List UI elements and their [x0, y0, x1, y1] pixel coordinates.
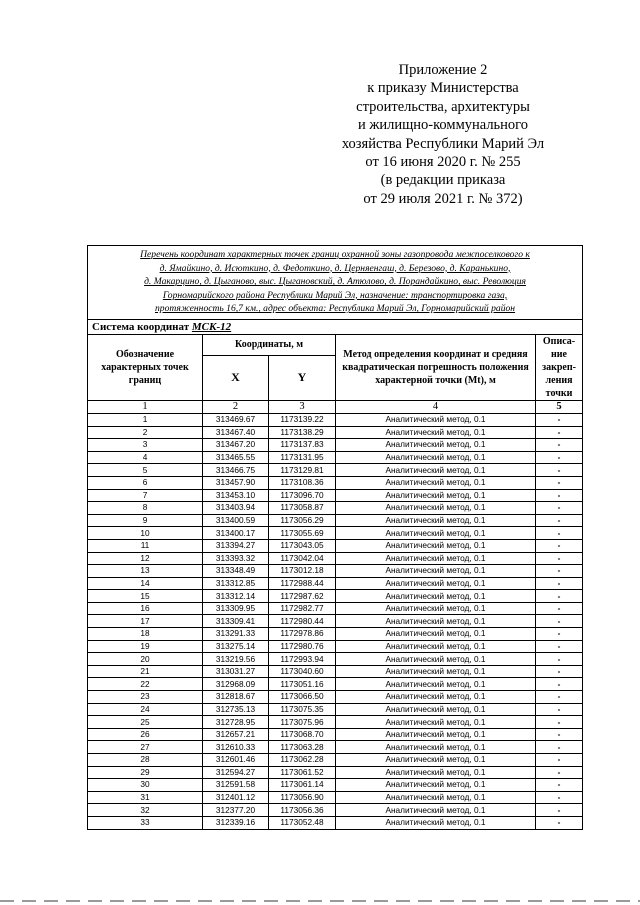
cell-point-number: 12 — [88, 552, 203, 565]
cell-coord-x: 312735.13 — [203, 703, 269, 716]
header-description: Описа-ние закреп-ления точки — [536, 334, 583, 400]
cell-point-number: 11 — [88, 539, 203, 552]
cell-coord-y: 1173066.50 — [269, 691, 336, 704]
cell-point-number: 1 — [88, 413, 203, 426]
table-title-line: Горномарийского района Республики Марий Эл, назначение: транспортировка газа, — [162, 289, 508, 301]
table-title-line: д. Макарцино, д. Цыганово, выс. Цыгановский, д. Атюлово, д. Порандайкино, выс. Революция — [144, 276, 526, 288]
coordinate-system — [88, 319, 583, 334]
cell-description: - — [536, 754, 583, 767]
table-row — [88, 703, 583, 716]
coordinate-system-row — [88, 319, 583, 334]
cell-coord-y: 1173096.70 — [269, 489, 336, 502]
cell-point-number: 15 — [88, 590, 203, 603]
cell-coord-y: 1173056.29 — [269, 514, 336, 527]
cell-point-number: 24 — [88, 703, 203, 716]
table-row — [88, 464, 583, 477]
cell-coord-x: 312339.16 — [203, 816, 269, 829]
cell-method: Аналитический метод, 0.1 — [336, 539, 536, 552]
cell-coord-y: 1172980.76 — [269, 640, 336, 653]
header-point: Обозначение характерных точек границ — [88, 334, 203, 400]
cell-method: Аналитический метод, 0.1 — [336, 489, 536, 502]
cell-method: Аналитический метод, 0.1 — [336, 691, 536, 704]
cell-method: Аналитический метод, 0.1 — [336, 439, 536, 452]
table-row — [88, 628, 583, 641]
table-row — [88, 565, 583, 578]
cell-coord-y: 1173139.22 — [269, 413, 336, 426]
table-row — [88, 514, 583, 527]
cell-description: - — [536, 565, 583, 578]
cell-coord-y: 1173012.18 — [269, 565, 336, 578]
table-row — [88, 816, 583, 829]
column-number: 4 — [336, 400, 536, 413]
table-row — [88, 741, 583, 754]
cell-coord-x: 313467.40 — [203, 426, 269, 439]
header-x: X — [203, 355, 269, 400]
cell-coord-x: 312601.46 — [203, 754, 269, 767]
cell-coord-y: 1173137.83 — [269, 439, 336, 452]
cell-method: Аналитический метод, 0.1 — [336, 703, 536, 716]
table-row — [88, 766, 583, 779]
cell-point-number: 26 — [88, 728, 203, 741]
cell-point-number: 21 — [88, 665, 203, 678]
cell-description: - — [536, 816, 583, 829]
table-row — [88, 502, 583, 515]
table-row — [88, 640, 583, 653]
cell-method: Аналитический метод, 0.1 — [336, 464, 536, 477]
cell-description: - — [536, 691, 583, 704]
cell-point-number: 3 — [88, 439, 203, 452]
cell-description: - — [536, 489, 583, 502]
cell-method: Аналитический метод, 0.1 — [336, 615, 536, 628]
header-method: Метод определения координат и средняя квадратическая погрешность положения характерной точки (Mt), м — [336, 334, 536, 400]
cell-method: Аналитический метод, 0.1 — [336, 514, 536, 527]
cell-method: Аналитический метод, 0.1 — [336, 565, 536, 578]
cell-method: Аналитический метод, 0.1 — [336, 766, 536, 779]
table-row — [88, 602, 583, 615]
cell-coord-y: 1173055.69 — [269, 527, 336, 540]
cell-description: - — [536, 413, 583, 426]
cell-method: Аналитический метод, 0.1 — [336, 791, 536, 804]
cell-coord-x: 313393.32 — [203, 552, 269, 565]
cell-method: Аналитический метод, 0.1 — [336, 779, 536, 792]
cell-description: - — [536, 552, 583, 565]
table-row — [88, 653, 583, 666]
cell-coord-x: 312591.58 — [203, 779, 269, 792]
cell-coord-x: 313291.33 — [203, 628, 269, 641]
cell-point-number: 20 — [88, 653, 203, 666]
cell-point-number: 30 — [88, 779, 203, 792]
cell-point-number: 22 — [88, 678, 203, 691]
cell-coord-y: 1172993.94 — [269, 653, 336, 666]
cell-method: Аналитический метод, 0.1 — [336, 716, 536, 729]
cell-method: Аналитический метод, 0.1 — [336, 741, 536, 754]
cell-coord-y: 1173056.90 — [269, 791, 336, 804]
column-number: 2 — [203, 400, 269, 413]
cell-description: - — [536, 527, 583, 540]
table-row — [88, 728, 583, 741]
cell-coord-x: 313469.67 — [203, 413, 269, 426]
table-title-line: Перечень координат характерных точек границ охранной зоны газопровода межпоселкового к — [140, 249, 530, 260]
table-row — [88, 691, 583, 704]
cell-coord-y: 1172978.86 — [269, 628, 336, 641]
table-row — [88, 678, 583, 691]
cell-description: - — [536, 426, 583, 439]
cell-method: Аналитический метод, 0.1 — [336, 502, 536, 515]
table-row — [88, 476, 583, 489]
cell-coord-x: 312657.21 — [203, 728, 269, 741]
cell-coord-x: 313400.59 — [203, 514, 269, 527]
table-row — [88, 552, 583, 565]
cell-method: Аналитический метод, 0.1 — [336, 640, 536, 653]
table-row — [88, 615, 583, 628]
cell-coord-y: 1173068.70 — [269, 728, 336, 741]
cell-method: Аналитический метод, 0.1 — [336, 426, 536, 439]
cell-point-number: 2 — [88, 426, 203, 439]
cell-point-number: 32 — [88, 804, 203, 817]
cell-coord-y: 1173063.28 — [269, 741, 336, 754]
table-row — [88, 577, 583, 590]
header-y: Y — [269, 355, 336, 400]
coordinate-system-code: МСК-12 — [191, 320, 232, 333]
cell-method: Аналитический метод, 0.1 — [336, 413, 536, 426]
cell-coord-y: 1173129.81 — [269, 464, 336, 477]
cell-method: Аналитический метод, 0.1 — [336, 804, 536, 817]
table-row — [88, 527, 583, 540]
cell-method: Аналитический метод, 0.1 — [336, 653, 536, 666]
cell-method: Аналитический метод, 0.1 — [336, 728, 536, 741]
cell-point-number: 9 — [88, 514, 203, 527]
cell-coord-x: 313312.85 — [203, 577, 269, 590]
cell-description: - — [536, 766, 583, 779]
header-line: к приказу Министерства — [367, 80, 519, 97]
cell-point-number: 31 — [88, 791, 203, 804]
table-row — [88, 489, 583, 502]
cell-coord-x: 313403.94 — [203, 502, 269, 515]
cell-coord-x: 312594.27 — [203, 766, 269, 779]
cell-coord-x: 312818.67 — [203, 691, 269, 704]
cell-coord-y: 1173108.36 — [269, 476, 336, 489]
cell-description: - — [536, 804, 583, 817]
cell-point-number: 6 — [88, 476, 203, 489]
cell-coord-x: 313453.10 — [203, 489, 269, 502]
table-row — [88, 791, 583, 804]
cell-coord-x: 313348.49 — [203, 565, 269, 578]
header-coordinates: Координаты, м — [203, 334, 336, 355]
header-line: хозяйства Республики Марий Эл — [341, 135, 545, 152]
cell-method: Аналитический метод, 0.1 — [336, 602, 536, 615]
cell-point-number: 14 — [88, 577, 203, 590]
cell-coord-x: 312728.95 — [203, 716, 269, 729]
cell-point-number: 8 — [88, 502, 203, 515]
cell-point-number: 16 — [88, 602, 203, 615]
cell-point-number: 23 — [88, 691, 203, 704]
cell-coord-x: 313457.90 — [203, 476, 269, 489]
cell-coord-x: 312401.12 — [203, 791, 269, 804]
cell-method: Аналитический метод, 0.1 — [336, 754, 536, 767]
cell-description: - — [536, 703, 583, 716]
table-row — [88, 590, 583, 603]
cell-coord-y: 1173043.05 — [269, 539, 336, 552]
cell-description: - — [536, 640, 583, 653]
cell-description: - — [536, 577, 583, 590]
cell-coord-x: 313309.95 — [203, 602, 269, 615]
cell-coord-y: 1173056.36 — [269, 804, 336, 817]
header-line: и жилищно-коммунального — [357, 117, 529, 134]
cell-description: - — [536, 476, 583, 489]
cell-coord-x: 313031.27 — [203, 665, 269, 678]
cell-point-number: 13 — [88, 565, 203, 578]
cell-coord-x: 313312.14 — [203, 590, 269, 603]
cell-point-number: 27 — [88, 741, 203, 754]
table-title-line: д. Ямайкино, д. Исюткино, д. Федоткино, д. Церняенгаш, д. Березово, д. Каранькино, — [159, 262, 511, 274]
cell-coord-x: 313467.20 — [203, 439, 269, 452]
column-number-row — [88, 400, 583, 413]
header-line: от 29 июля 2021 г. № 372) — [363, 190, 523, 207]
cell-method: Аналитический метод, 0.1 — [336, 476, 536, 489]
cell-coord-y: 1173062.28 — [269, 754, 336, 767]
cell-point-number: 7 — [88, 489, 203, 502]
table-row — [88, 716, 583, 729]
cell-coord-y: 1173075.35 — [269, 703, 336, 716]
cell-coord-y: 1173061.14 — [269, 779, 336, 792]
cell-coord-x: 312377.20 — [203, 804, 269, 817]
cell-coord-y: 1172982.77 — [269, 602, 336, 615]
table-row — [88, 754, 583, 767]
cell-description: - — [536, 615, 583, 628]
cell-point-number: 25 — [88, 716, 203, 729]
cell-coord-y: 1173075.96 — [269, 716, 336, 729]
column-number: 1 — [88, 400, 203, 413]
cell-coord-y: 1173131.95 — [269, 451, 336, 464]
cell-description: - — [536, 628, 583, 641]
scan-bottom-line — [0, 900, 640, 902]
table-row — [88, 665, 583, 678]
header-line: строительства, архитектуры — [356, 98, 530, 115]
cell-point-number: 29 — [88, 766, 203, 779]
table-title — [88, 246, 583, 320]
table-header-row — [88, 334, 583, 355]
cell-method: Аналитический метод, 0.1 — [336, 451, 536, 464]
cell-method: Аналитический метод, 0.1 — [336, 816, 536, 829]
cell-description: - — [536, 464, 583, 477]
cell-method: Аналитический метод, 0.1 — [336, 552, 536, 565]
cell-description: - — [536, 602, 583, 615]
cell-coord-x: 313219.56 — [203, 653, 269, 666]
column-number: 3 — [269, 400, 336, 413]
cell-coord-y: 1173138.29 — [269, 426, 336, 439]
cell-description: - — [536, 741, 583, 754]
header-line: Приложение 2 — [398, 62, 488, 78]
cell-description: - — [536, 678, 583, 691]
cell-coord-x: 313309.41 — [203, 615, 269, 628]
cell-point-number: 10 — [88, 527, 203, 540]
header-line: (в редакции приказа — [380, 172, 506, 189]
cell-coord-x: 313275.14 — [203, 640, 269, 653]
cell-description: - — [536, 653, 583, 666]
table-row — [88, 539, 583, 552]
document-header — [318, 61, 568, 208]
cell-description: - — [536, 514, 583, 527]
cell-description: - — [536, 665, 583, 678]
cell-point-number: 28 — [88, 754, 203, 767]
column-number: 5 — [536, 400, 583, 413]
cell-coord-x: 313466.75 — [203, 464, 269, 477]
cell-point-number: 19 — [88, 640, 203, 653]
cell-coord-y: 1172987.62 — [269, 590, 336, 603]
header-line: от 16 июня 2020 г. № 255 — [365, 154, 521, 171]
cell-description: - — [536, 728, 583, 741]
cell-method: Аналитический метод, 0.1 — [336, 590, 536, 603]
cell-method: Аналитический метод, 0.1 — [336, 628, 536, 641]
table-row — [88, 779, 583, 792]
cell-description: - — [536, 791, 583, 804]
cell-method: Аналитический метод, 0.1 — [336, 527, 536, 540]
cell-description: - — [536, 502, 583, 515]
coordinate-system-label: Система координат — [92, 320, 192, 333]
cell-description: - — [536, 539, 583, 552]
table-row — [88, 439, 583, 452]
cell-description: - — [536, 439, 583, 452]
cell-coord-x: 313394.27 — [203, 539, 269, 552]
cell-point-number: 18 — [88, 628, 203, 641]
cell-coord-y: 1172980.44 — [269, 615, 336, 628]
cell-method: Аналитический метод, 0.1 — [336, 577, 536, 590]
cell-description: - — [536, 451, 583, 464]
coordinates-table — [87, 245, 583, 830]
cell-coord-x: 312610.33 — [203, 741, 269, 754]
cell-point-number: 5 — [88, 464, 203, 477]
cell-coord-y: 1173061.52 — [269, 766, 336, 779]
cell-coord-y: 1173051.16 — [269, 678, 336, 691]
cell-method: Аналитический метод, 0.1 — [336, 678, 536, 691]
table-row — [88, 451, 583, 464]
table-title-line: протяженность 16,7 км., адрес объекта: Республика Марий Эл, Горномарийский район — [154, 303, 516, 315]
cell-coord-x: 313400.17 — [203, 527, 269, 540]
cell-point-number: 33 — [88, 816, 203, 829]
cell-point-number: 4 — [88, 451, 203, 464]
cell-coord-y: 1173052.48 — [269, 816, 336, 829]
cell-coord-x: 313465.55 — [203, 451, 269, 464]
cell-description: - — [536, 716, 583, 729]
table-title-row — [88, 246, 583, 320]
cell-description: - — [536, 779, 583, 792]
cell-coord-y: 1173042.04 — [269, 552, 336, 565]
cell-coord-y: 1173040.60 — [269, 665, 336, 678]
cell-method: Аналитический метод, 0.1 — [336, 665, 536, 678]
cell-point-number: 17 — [88, 615, 203, 628]
table-row — [88, 413, 583, 426]
cell-coord-y: 1173058.87 — [269, 502, 336, 515]
table-row — [88, 804, 583, 817]
cell-coord-x: 312968.09 — [203, 678, 269, 691]
cell-coord-y: 1172988.44 — [269, 577, 336, 590]
table-row — [88, 426, 583, 439]
cell-description: - — [536, 590, 583, 603]
